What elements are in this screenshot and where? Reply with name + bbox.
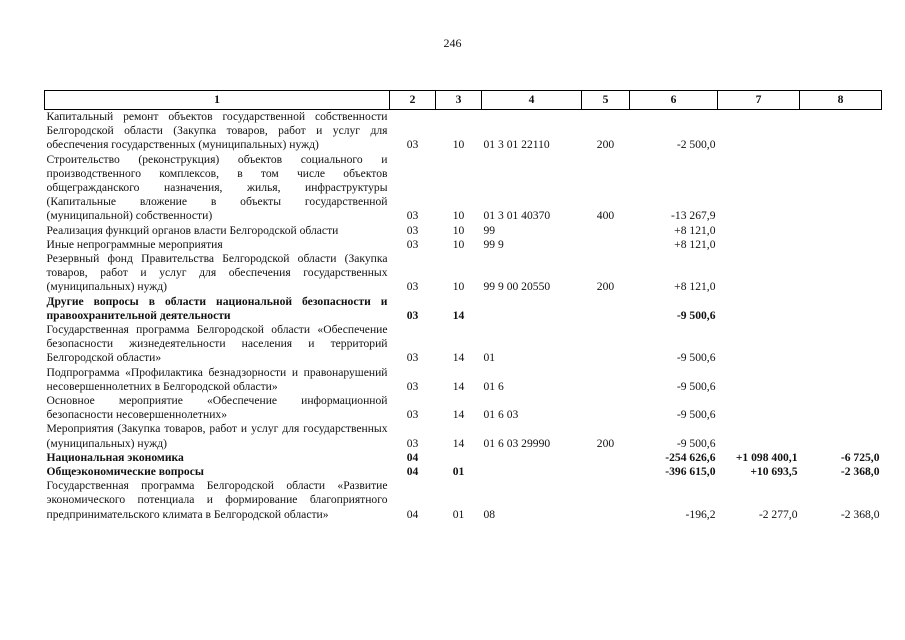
row-section: 03 bbox=[406, 308, 419, 322]
table-row bbox=[45, 295, 882, 323]
row-subsection: 14 bbox=[452, 408, 465, 422]
row-amount-col7 bbox=[718, 153, 800, 224]
row-target-code bbox=[482, 465, 582, 479]
row-amount-col6: -196,2 bbox=[685, 507, 716, 521]
table-row bbox=[45, 422, 882, 450]
row-section: 03 bbox=[406, 209, 419, 223]
row-amount-col8: -6 725,0 bbox=[840, 450, 880, 464]
row-subsection: 10 bbox=[452, 280, 465, 294]
row-target-code: 01 bbox=[483, 351, 496, 365]
row-amount-col7: +10 693,5 bbox=[750, 465, 798, 479]
row-amount-col7: +1 098 400,1 bbox=[735, 450, 798, 464]
row-expense-type bbox=[582, 479, 630, 522]
row-description: Реализация функций органов власти Белгородской области bbox=[46, 223, 339, 237]
row-expense-type bbox=[582, 323, 630, 366]
table-row bbox=[45, 323, 882, 366]
row-amount-col7: -2 277,0 bbox=[758, 507, 798, 521]
header-cell: 6 bbox=[630, 91, 718, 110]
row-description: Основное мероприятие «Обеспечение информационной безопасности несовершеннолетних» bbox=[46, 394, 388, 422]
row-description: Капитальный ремонт объектов государственной собственности Белгородской области (Закупка товаров, работ и услуг для обеспечения государственных (муниципальных) нужд) bbox=[46, 110, 388, 152]
row-section: 03 bbox=[406, 280, 419, 294]
row-description: Национальная экономика bbox=[46, 450, 184, 464]
row-section: 04 bbox=[406, 465, 419, 479]
header-cell: 8 bbox=[800, 91, 882, 110]
row-description: Резервный фонд Правительства Белгородской области (Закупка товаров, работ и услуг для обеспечения государственных (муниципальных) нужд) bbox=[46, 252, 388, 294]
row-target-code: 01 3 01 40370 bbox=[483, 209, 551, 223]
row-subsection: 01 bbox=[452, 465, 465, 479]
row-amount-col8: -2 368,0 bbox=[840, 507, 880, 521]
row-subsection: 14 bbox=[452, 379, 465, 393]
row-amount-col8 bbox=[800, 252, 882, 295]
table-row bbox=[45, 252, 882, 295]
row-expense-type bbox=[582, 366, 630, 394]
row-expense-type: 200 bbox=[596, 138, 615, 152]
table-row bbox=[45, 110, 882, 153]
row-amount-col6: -396 615,0 bbox=[665, 465, 716, 479]
header-cell: 5 bbox=[582, 91, 630, 110]
row-amount-col8 bbox=[800, 366, 882, 394]
row-target-code: 01 3 01 22110 bbox=[483, 138, 550, 152]
row-description: Другие вопросы в области национальной безопасности и правоохранительной деятельности bbox=[46, 294, 388, 322]
row-subsection: 10 bbox=[452, 138, 465, 152]
row-amount-col7 bbox=[718, 323, 800, 366]
row-amount-col6: -254 626,6 bbox=[665, 450, 716, 464]
row-description: Государственная программа Белгородской области «Обеспечение безопасности жизнедеятельности населения и территорий Белгородской области» bbox=[46, 323, 388, 365]
table-body bbox=[45, 110, 882, 522]
row-amount-col8 bbox=[800, 295, 882, 323]
row-amount-col7 bbox=[718, 366, 800, 394]
row-subsection: 14 bbox=[452, 351, 465, 365]
row-amount-col7 bbox=[718, 224, 800, 238]
row-section: 04 bbox=[406, 450, 419, 464]
page-number: 246 bbox=[443, 36, 462, 50]
row-subsection bbox=[436, 451, 482, 465]
header-cell: 7 bbox=[718, 91, 800, 110]
row-amount-col6: +8 121,0 bbox=[674, 237, 716, 251]
table-row bbox=[45, 153, 882, 224]
row-amount-col7 bbox=[718, 295, 800, 323]
row-target-code: 01 6 bbox=[483, 379, 504, 393]
row-description: Строительство (реконструкция) объектов социального и производственного комплексов, в том числе объектов общегражданского назначения, жилья, инфраструктуры (Капитальные вложение в объекты государственной (муниципальной) собственности) bbox=[46, 152, 388, 223]
row-section: 03 bbox=[406, 138, 419, 152]
row-amount-col7 bbox=[718, 110, 800, 153]
row-amount-col8: -2 368,0 bbox=[840, 465, 880, 479]
header-cell: 3 bbox=[436, 91, 482, 110]
row-target-code: 01 6 03 bbox=[483, 408, 519, 422]
row-section: 03 bbox=[406, 223, 419, 237]
row-target-code bbox=[482, 295, 582, 323]
header-cell: 1 bbox=[45, 91, 390, 110]
row-amount-col6: -2 500,0 bbox=[676, 138, 716, 152]
row-expense-type: 200 bbox=[596, 280, 615, 294]
row-description: Подпрограмма «Профилактика безнадзорности и правонарушений несовершеннолетних в Белгородской области» bbox=[46, 365, 388, 393]
row-amount-col8 bbox=[800, 110, 882, 153]
row-expense-type: 400 bbox=[596, 209, 615, 223]
row-section: 03 bbox=[406, 408, 419, 422]
row-subsection: 10 bbox=[452, 209, 465, 223]
row-description: Иные непрограммные мероприятия bbox=[46, 237, 223, 251]
row-subsection: 01 bbox=[452, 507, 465, 521]
table-row bbox=[45, 465, 882, 479]
row-expense-type bbox=[582, 238, 630, 252]
row-target-code bbox=[482, 451, 582, 465]
row-expense-type bbox=[582, 451, 630, 465]
row-amount-col7 bbox=[718, 394, 800, 422]
row-target-code: 99 9 00 20550 bbox=[483, 280, 551, 294]
row-amount-col6: -9 500,6 bbox=[676, 308, 716, 322]
table-row bbox=[45, 366, 882, 394]
table-row bbox=[45, 479, 882, 522]
row-amount-col6: -9 500,6 bbox=[676, 408, 716, 422]
row-amount-col8 bbox=[800, 224, 882, 238]
row-amount-col6: -9 500,6 bbox=[676, 351, 716, 365]
budget-table bbox=[44, 90, 882, 522]
row-amount-col6: -9 500,6 bbox=[676, 436, 716, 450]
table-row bbox=[45, 451, 882, 465]
row-expense-type bbox=[582, 465, 630, 479]
row-amount-col6: -9 500,6 bbox=[676, 379, 716, 393]
row-amount-col7 bbox=[718, 238, 800, 252]
row-subsection: 14 bbox=[452, 308, 465, 322]
row-expense-type bbox=[582, 295, 630, 323]
table-row bbox=[45, 394, 882, 422]
table-row bbox=[45, 224, 882, 238]
row-section: 03 bbox=[406, 351, 419, 365]
row-section: 03 bbox=[406, 379, 419, 393]
row-amount-col7 bbox=[718, 252, 800, 295]
row-section: 03 bbox=[406, 436, 419, 450]
row-expense-type bbox=[582, 224, 630, 238]
row-subsection: 10 bbox=[452, 223, 465, 237]
row-subsection: 10 bbox=[452, 237, 465, 251]
row-amount-col6: -13 267,9 bbox=[671, 209, 716, 223]
row-expense-type: 200 bbox=[596, 436, 615, 450]
row-amount-col8 bbox=[800, 422, 882, 450]
row-amount-col7 bbox=[718, 422, 800, 450]
row-description: Государственная программа Белгородской области «Развитие экономического потенциала и формирование благоприятного предпринимательского климата в Белгородской области» bbox=[46, 479, 388, 521]
row-subsection: 14 bbox=[452, 436, 465, 450]
header-cell: 4 bbox=[482, 91, 582, 110]
row-description: Общеэкономические вопросы bbox=[46, 465, 204, 479]
row-amount-col8 bbox=[800, 153, 882, 224]
row-target-code: 99 9 bbox=[483, 237, 504, 251]
row-amount-col6: +8 121,0 bbox=[674, 280, 716, 294]
row-amount-col6: +8 121,0 bbox=[674, 223, 716, 237]
row-amount-col8 bbox=[800, 323, 882, 366]
row-target-code: 99 bbox=[483, 223, 496, 237]
header-row bbox=[45, 91, 882, 110]
row-section: 04 bbox=[406, 507, 419, 521]
header-cell: 2 bbox=[390, 91, 436, 110]
row-description: Мероприятия (Закупка товаров, работ и услуг для государственных (муниципальных) нужд) bbox=[46, 422, 388, 450]
row-amount-col8 bbox=[800, 238, 882, 252]
table-row bbox=[45, 238, 882, 252]
row-section: 03 bbox=[406, 237, 419, 251]
row-amount-col8 bbox=[800, 394, 882, 422]
row-target-code: 01 6 03 29990 bbox=[483, 436, 551, 450]
row-expense-type bbox=[582, 394, 630, 422]
row-target-code: 08 bbox=[483, 507, 496, 521]
